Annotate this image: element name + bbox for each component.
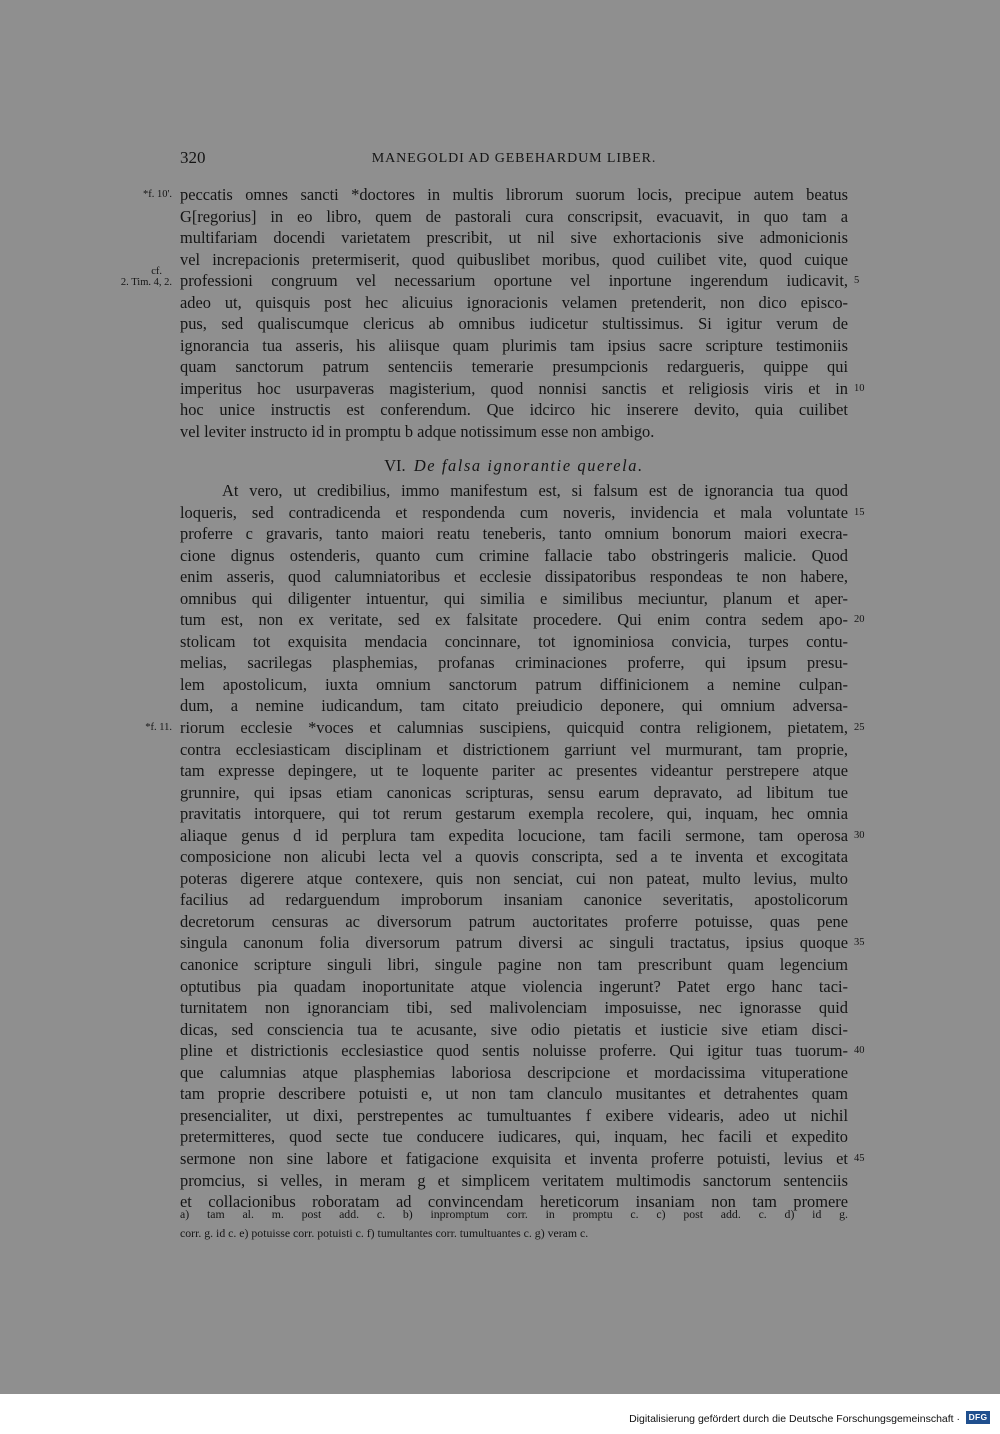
text-block-2 xyxy=(145,480,865,1213)
text-line xyxy=(180,1040,865,1062)
line-text: loqueris, sed contradicenda et respondenda cum noveris, invidencia et mala voluntate xyxy=(180,502,848,522)
text-line xyxy=(180,631,848,653)
line-text: cione dignus ostenderis, quanto cum crimine fallacie tabo obstringeris malicie. Quod xyxy=(180,545,848,565)
text-line xyxy=(180,997,848,1019)
section-title: De falsa ignorantie querela. xyxy=(413,456,644,475)
text-line xyxy=(180,846,848,868)
line-number: 5 xyxy=(854,275,860,287)
line-text: singula canonum folia diversorum patrum diversi ac singuli tractatus, ipsius quoque xyxy=(180,933,848,953)
text-line xyxy=(180,1105,848,1127)
text-line xyxy=(180,932,865,954)
text-line xyxy=(180,695,848,717)
line-number: 15 xyxy=(854,506,865,518)
footer-text: Digitalisierung gefördert durch die Deutsche Forschungsgemeinschaft · xyxy=(629,1413,960,1425)
margin-note: *f. 11. xyxy=(145,722,172,734)
line-text: presencialiter, ut dixi, perstrepentes ac tumultuantes f exibere videaris, adeo ut nichil xyxy=(180,1105,848,1125)
line-text: imperitus hoc usurpaveras magisterium, quod nonnisi sanctis et religiosis viris et in xyxy=(180,378,848,398)
text-line xyxy=(180,739,848,761)
dfg-logo-icon: DFG xyxy=(966,1411,990,1424)
text-line xyxy=(180,868,848,890)
text-line xyxy=(180,760,848,782)
digitization-footer xyxy=(0,1394,1000,1434)
line-text: que calumnias atque plasphemias laboriosa descripcione et mordacissima vituperatione xyxy=(180,1062,848,1082)
section-number: VI. xyxy=(384,456,406,475)
line-text: canonice scripture singuli libri, singule pagine non tam prescribunt quam legencium xyxy=(180,955,848,975)
line-text: decretorum censuras ac diversorum patrum auctoritates proferre potuisse, quas pene xyxy=(180,911,848,931)
text-line xyxy=(180,502,865,524)
line-text: pus, sed qualiscumque clericus ab omnibus iudicetur stultissimus. Si igitur verum de xyxy=(180,314,848,334)
line-text: peccatis omnes sancti *doctores in multis librorum suorum locis, precipue autem beatus xyxy=(180,185,848,204)
text-line xyxy=(120,266,860,292)
footnote-line: corr. g. id c. e) potuisse corr. potuisti c. f) tumultantes corr. tumultuantes c. g) veram c. xyxy=(180,1226,589,1240)
line-text: melias, sacrilegas plasphemias, profanas criminaciones proferre, qui ipsum presu- xyxy=(180,653,848,673)
page-header xyxy=(180,148,848,174)
line-text: promcius, si velles, in meram g et simplicem veritatem multimodis sanctorum sentenciis xyxy=(180,1170,848,1190)
line-text: adeo ut, quisquis post hec alicuius ignoracionis velamen pretenderit, non dico episco- xyxy=(180,292,848,312)
text-line xyxy=(180,782,848,804)
text-line xyxy=(180,1083,848,1105)
line-number: 45 xyxy=(854,1152,865,1164)
line-text: poteras digerere atque contexere, quis non senciat, cui non pateat, multo levius, multo xyxy=(180,868,848,888)
line-text: optutibus pia quadam inoportunitate atque violencia ingerunt? Patet ergo hanc taci- xyxy=(180,976,848,996)
line-text: quam sanctorum patrum sentenciis temerarie presumpcionis redargueris, quippe qui xyxy=(180,357,848,377)
line-text: enim asseris, quod calumniatoribus et ecclesie dissipatoribus respondeas te non habere, xyxy=(180,567,848,587)
text-line xyxy=(180,1148,865,1170)
text-line xyxy=(180,976,848,998)
text-line xyxy=(180,674,848,696)
line-text: dum, a nemine iudicandum, tam citato preiudicio deponere, qui omnium adversa- xyxy=(180,696,848,716)
margin-note: 2. Tim. 4, 2. xyxy=(120,277,172,289)
text-line xyxy=(180,206,848,228)
text-line xyxy=(180,1019,848,1041)
text-line xyxy=(180,652,848,674)
line-text: dicas, sed consciencia tua te acusante, sive odio pietatis et iusticie sive etiam disci- xyxy=(180,1019,848,1039)
text-line xyxy=(145,717,865,739)
section-heading xyxy=(180,456,848,476)
line-number: 20 xyxy=(854,614,865,626)
line-text: At vero, ut credibilius, immo manifestum est, si falsum est de ignorancia tua quod xyxy=(222,481,848,500)
line-number: 10 xyxy=(854,382,865,394)
line-text: composicione non alicubi lecta vel a quovis conscripta, sed a te inventa et excogitata xyxy=(180,847,848,867)
text-line xyxy=(180,1062,848,1084)
line-text: G[regorius] in eo libro, quem de pastorali cura conscripsit, evacuavit, in quo tam a xyxy=(180,206,848,226)
text-line xyxy=(180,566,848,588)
text-line xyxy=(180,609,865,631)
line-text: ignorancia tua asseris, his aliisque quam plurimis tam ipsius sacre scripture testimoniis xyxy=(180,335,848,355)
line-text: tam proprie describere potuisti e, ut non tam clanculo musitantes et detrahentes quam xyxy=(180,1084,848,1104)
line-text: facilius ad redarguendum improborum insaniam canonice severitatis, apostolicorum xyxy=(180,890,848,910)
line-number: 40 xyxy=(854,1045,865,1057)
line-text: et collacionibus roboratam ad convincendam hereticorum insaniam non tam promere xyxy=(180,1192,848,1212)
line-text: hoc unice instructis est conferendum. Que idcirco hic inserere devito, quia cuilibet xyxy=(180,400,848,420)
text-line xyxy=(180,480,848,502)
text-line xyxy=(180,911,848,933)
line-text: contra ecclesiasticam disciplinam et districtionem garriunt vel murmurant, tam proprie, xyxy=(180,739,848,759)
line-text: professioni congruum vel necessarium oportune vel inportune ingerendum iudicavit, xyxy=(180,271,848,291)
text-line xyxy=(180,378,865,400)
line-text: aliaque genus d id perplura tam expedita locucione, tam facili sermone, tam operosa xyxy=(180,825,848,845)
line-text: turnitatem non ignoranciam tibi, sed malivolenciam imposuisse, nec ignorasse quid xyxy=(180,998,848,1018)
line-text: tam expresse depingere, ut te loquente pariter ac presentes videantur perstrepere atque xyxy=(180,761,848,781)
line-text: proferre c gravaris, tanto maiori reatu teneberis, tanto omnium bonorum maiori execra- xyxy=(180,524,848,544)
page-number: 320 xyxy=(180,148,206,167)
line-text: omnibus qui diligenter intuentur, qui similia e similibus meciuntur, planum et aper- xyxy=(180,588,848,608)
line-text: grunnire, qui ipsas etiam canonicas scripturas, sensu earum depravato, ad libitum tue xyxy=(180,782,848,802)
text-line xyxy=(180,249,848,271)
text-line xyxy=(180,227,848,249)
line-text: pravitatis intorquere, qui tot rerum gestarum exempla recolere, qui, inquam, hec omnia xyxy=(180,804,848,824)
text-line xyxy=(180,421,848,443)
line-number: 25 xyxy=(854,722,865,734)
line-text: stolicam tot exquisita mendacia concinnare, tot ignominiosa convicia, turpes contu- xyxy=(180,631,848,651)
text-line xyxy=(180,313,848,335)
line-text: sermone non sine labore et fatigacione exquisita et inventa proferre potuisti, levius et xyxy=(180,1148,848,1168)
running-title: MANEGOLDI AD GEBEHARDUM LIBER. xyxy=(371,151,657,166)
text-line xyxy=(180,588,848,610)
line-text: vel increpacionis pretermiserit, quod quibuslibet moribus, quod cuilibet vite, quod cuique xyxy=(180,249,848,269)
line-text: pretermitteres, quod secte tue conducere iudicares, qui, inquam, hec facili et expedito xyxy=(180,1127,848,1147)
text-line xyxy=(180,803,848,825)
text-line xyxy=(180,356,848,378)
line-number: 30 xyxy=(854,829,865,841)
text-line xyxy=(180,1126,848,1148)
text-line xyxy=(180,1170,848,1192)
margin-note: *f. 10'. xyxy=(142,189,172,200)
footnotes xyxy=(180,1205,848,1243)
text-block-1 xyxy=(120,184,865,443)
line-text: vel leviter instructo id in promptu b adque notissimum esse non ambigo. xyxy=(180,422,655,442)
text-line xyxy=(142,184,848,206)
footnote-line: a) tam al. m. post add. c. b) inpromptum corr. in promptu c. c) post add. c. d) id g. xyxy=(180,1207,848,1221)
text-line xyxy=(180,954,848,976)
line-number: 35 xyxy=(854,937,865,949)
margin-note: cf. xyxy=(151,266,162,278)
text-line xyxy=(180,523,848,545)
text-line xyxy=(180,545,848,567)
line-text: multifariam docendi varietatem prescribit, ut nil sive exhortacionis sive admonicionis xyxy=(180,228,848,248)
text-line xyxy=(180,889,848,911)
text-line xyxy=(180,399,848,421)
text-line xyxy=(180,335,848,357)
line-text: riorum ecclesie *voces et calumnias suscipiens, quicquid contra religionem, pietatem, xyxy=(180,718,848,738)
line-text: lem apostolicum, iuxta omnium sanctorum patrum diffinicionem a nemine culpan- xyxy=(180,674,848,694)
text-line xyxy=(180,292,848,314)
line-text: pline et districtionis ecclesiastice quod sentis noluisse proferre. Qui igitur tuas tuorum- xyxy=(180,1041,848,1061)
line-text: tum est, non ex veritate, sed ex falsitate procedere. Qui enim contra sedem apo- xyxy=(180,610,848,630)
text-line xyxy=(180,825,865,847)
